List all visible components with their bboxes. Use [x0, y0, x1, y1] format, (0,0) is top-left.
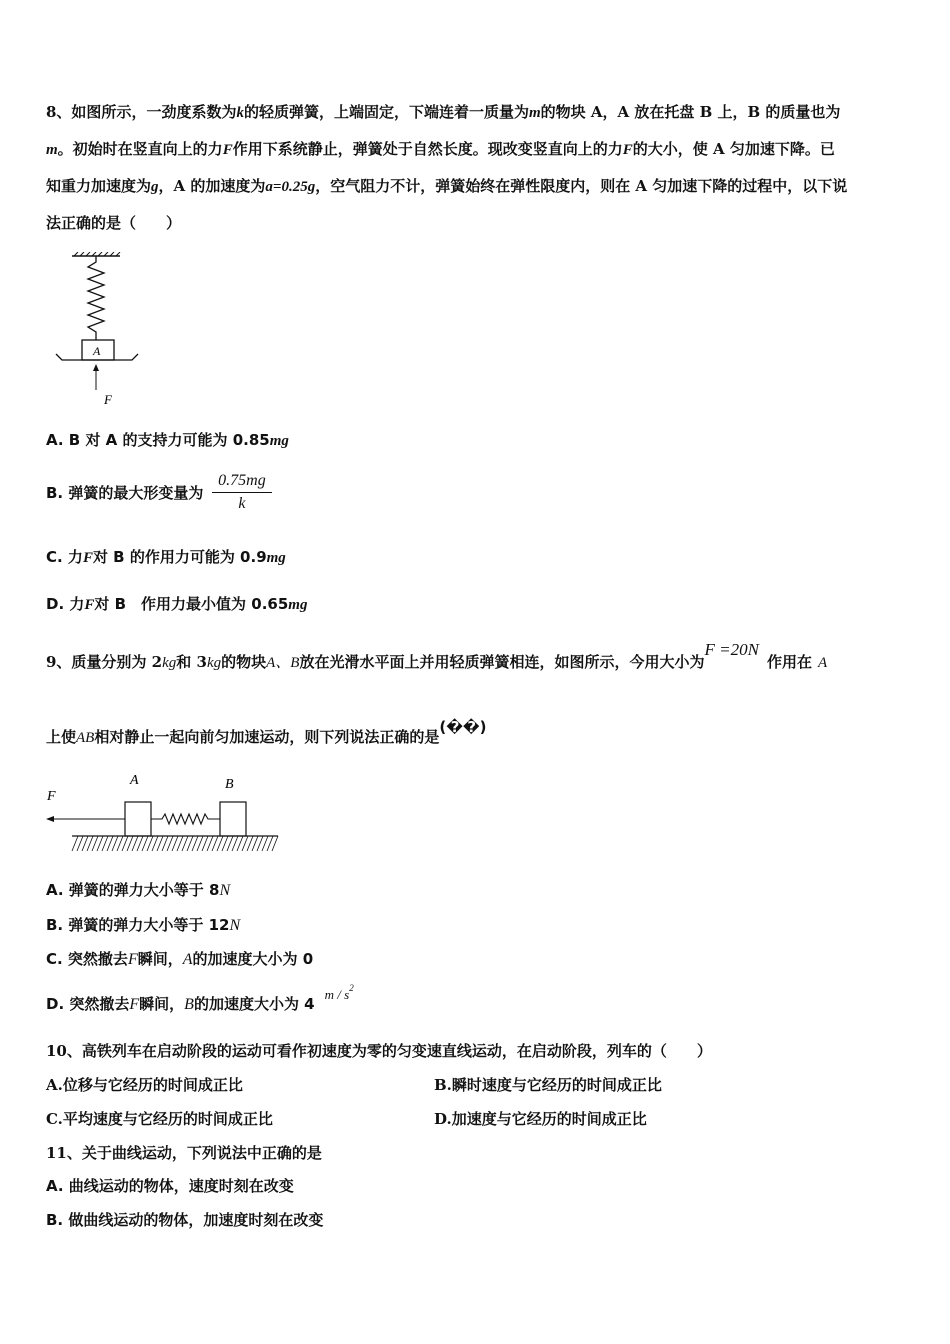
q8-text: 的轻质弹簧，上端固定，下端连着一质量为: [243, 103, 529, 121]
q8-var-mg: mg: [288, 597, 308, 613]
q8-fraction: [212, 472, 272, 513]
q8-text: 作用下系统静止，弹簧处于自然长度。现改变竖直向上的力: [232, 140, 623, 158]
q10-option-a-text: A.位移与它经历的时间成正比: [46, 1076, 243, 1094]
q9-option-b: [46, 915, 240, 936]
q8-var-m: m: [528, 105, 541, 121]
q8-var-mg: mg: [269, 433, 289, 449]
label-A: A: [130, 773, 139, 788]
fraction-numerator: 0.75mg: [212, 472, 272, 493]
q9-paren: (��): [439, 718, 487, 736]
q8-var-mg: mg: [266, 550, 286, 566]
q9-option-d-text: D. 突然撤去: [46, 995, 130, 1013]
q9-text: 作用在: [766, 653, 812, 671]
q9-option-c: [46, 949, 313, 970]
q8-option-d: [46, 594, 307, 615]
ground-hatch: [72, 836, 278, 851]
q9-option-b-text: B. 弹簧的弹力大小等于 12: [46, 916, 230, 934]
block-B: [220, 802, 246, 836]
q8-spring-figure: [50, 252, 145, 410]
q8-option-c: [46, 547, 286, 568]
force-arrowhead: [46, 816, 54, 822]
q8-text: 。初始时在竖直向上的力: [57, 140, 223, 158]
q8-text: 法正确的是（ ）: [46, 214, 182, 232]
q9-stem-line1: [46, 640, 828, 673]
q8-option-b-text: B. 弹簧的最大形变量为: [46, 484, 204, 502]
q9-blocks-figure: [44, 772, 284, 858]
q11-option-b-text: B. 做曲线运动的物体，加速度时刻在改变: [46, 1211, 324, 1229]
q9-unit-N: N: [229, 917, 241, 934]
q9-unit-exponent: 2: [349, 983, 354, 993]
q8-option-d-text: D. 力: [46, 595, 85, 613]
q9-var-F: F: [129, 996, 140, 1013]
fraction-denominator: k: [238, 495, 246, 512]
q11-stem: [46, 1143, 322, 1163]
q9-option-a: [46, 880, 230, 901]
q9-option-d-text: 瞬间，: [139, 995, 185, 1013]
q11-option-a-text: A. 曲线运动的物体，速度时刻在改变: [46, 1177, 294, 1195]
q8-text: 的物块 A，A 放在托盘 B 上，B 的质量也为: [540, 103, 841, 121]
q8-var-F: F: [622, 142, 633, 158]
q9-text: 9、质量分别为 2: [46, 653, 163, 671]
q9-option-a-text: A. 弹簧的弹力大小等于 8: [46, 881, 220, 899]
q8-text: 知重力加速度为: [46, 177, 152, 195]
label-A: A: [93, 344, 101, 358]
q8-var-m: m: [46, 142, 58, 158]
q8-stem-line3: [46, 176, 847, 197]
q8-text: ，A 的加速度为: [158, 177, 266, 195]
q8-var-F: F: [82, 550, 93, 566]
q8-var-g: g: [151, 179, 159, 195]
q11-option-b: [46, 1210, 323, 1230]
q10-option-d: [434, 1109, 647, 1129]
q9-var-A: A: [182, 951, 193, 968]
q8-option-b: [46, 472, 272, 513]
q9-unit-N: N: [219, 882, 231, 899]
q9-var-B: B: [184, 996, 194, 1013]
q9-option-c-text: 的加速度大小为 0: [192, 950, 314, 968]
q9-var-F: F: [127, 951, 138, 968]
q8-option-a: [46, 430, 289, 451]
q9-text: 的物块: [221, 653, 267, 671]
q9-unit-ms: m / s: [324, 987, 350, 1002]
q8-var-k: k: [236, 105, 244, 121]
label-F: F: [104, 392, 112, 407]
q8-text: 的大小，使 A 匀加速下降。已: [632, 140, 835, 158]
q9-var-A: A: [817, 655, 828, 671]
q11-option-a: [46, 1176, 294, 1196]
label-F: F: [47, 789, 56, 804]
q8-option-d-text: 对 B 作用力最小值为 0.65: [94, 595, 289, 613]
q10-option-b: [434, 1075, 662, 1095]
q9-option-d: [46, 983, 354, 1016]
q10-text: 10、高铁列车在启动阶段的运动可看作初速度为零的匀变速直线运动，在启动阶段，列车的（ ）: [46, 1042, 712, 1060]
q9-stem-line2: [46, 718, 487, 748]
q10-option-d-text: D.加速度与它经历的时间成正比: [434, 1110, 647, 1128]
force-arrowhead: [93, 364, 99, 371]
q8-text: ，空气阻力不计，弹簧始终在弹性限度内，则在 A 匀加速下降的过程中，以下说: [315, 177, 848, 195]
q11-text: 11、关于曲线运动，下列说法中正确的是: [46, 1144, 322, 1162]
q8-option-c-text: 对 B 的作用力可能为 0.9: [92, 548, 267, 566]
q8-option-a-text: A. B 对 A 的支持力可能为 0.85: [46, 431, 270, 449]
spring-coil: [151, 814, 220, 824]
block-A: [125, 802, 151, 836]
q8-accel-expr: a=0.25g: [265, 179, 316, 195]
q10-option-c-text: C.平均速度与它经历的时间成正比: [46, 1110, 273, 1128]
q9-option-d-text: 的加速度大小为 4: [193, 995, 315, 1013]
q9-text: 放在光滑水平面上并用轻质弹簧相连，如图所示，今用大小为: [299, 653, 705, 671]
q9-var-AB: A、B: [266, 655, 300, 671]
q9-option-c-text: 瞬间，: [137, 950, 183, 968]
spring-coil: [88, 256, 104, 340]
q9-option-c-text: C. 突然撤去: [46, 950, 128, 968]
q8-stem-line2: [46, 139, 835, 160]
q8-stem-line1: [46, 102, 840, 123]
q9-text: 和 3: [176, 653, 207, 671]
label-B: B: [225, 777, 234, 792]
q10-option-c: [46, 1109, 273, 1129]
q10-option-b-text: B.瞬时速度与它经历的时间成正比: [434, 1076, 662, 1094]
q8-stem-line4: [46, 213, 181, 233]
q9-unit-kg: kg: [162, 655, 177, 671]
q8-text: 8、如图所示，一劲度系数为: [46, 103, 237, 121]
q9-var-AB: AB: [76, 730, 95, 746]
q9-text: 上使: [46, 728, 77, 746]
q8-option-c-text: C. 力: [46, 548, 83, 566]
q9-unit-kg: kg: [206, 655, 222, 671]
q8-var-F: F: [84, 597, 95, 613]
q10-stem: [46, 1041, 712, 1061]
q9-text: 相对静止一起向前匀加速运动，则下列说法正确的是: [94, 728, 440, 746]
q9-force-expr: F =20N: [704, 640, 759, 659]
q10-option-a: [46, 1075, 243, 1095]
q8-var-F: F: [222, 142, 233, 158]
